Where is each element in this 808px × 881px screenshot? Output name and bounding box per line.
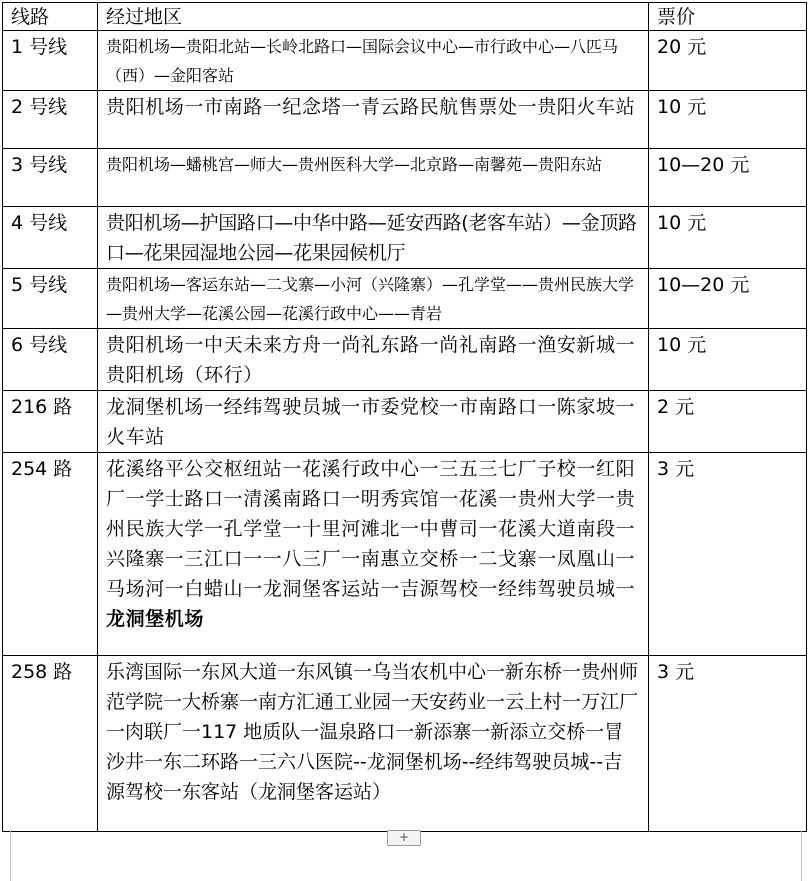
route-fare: 10 元: [649, 207, 807, 269]
route-name: 4 号线: [3, 207, 98, 269]
route-fare: 3 元: [649, 656, 807, 832]
route-name: 254 路: [3, 453, 98, 656]
table-row: [3, 207, 807, 269]
table-header-row: [3, 3, 807, 31]
route-stops: 贵阳机场一市南路一纪念塔一青云路民航售票处一贵阳火车站: [98, 91, 649, 149]
route-fare: 10 元: [649, 91, 807, 149]
expand-button[interactable]: +: [387, 830, 421, 846]
route-fare: 20 元: [649, 31, 807, 91]
route-fare: 10—20 元: [649, 269, 807, 329]
table-row: [3, 31, 807, 91]
route-name: 258 路: [3, 656, 98, 832]
header-route: 线路: [3, 3, 98, 31]
route-fare: 3 元: [649, 453, 807, 656]
route-stops: [98, 453, 649, 656]
table-row: [3, 329, 807, 391]
route-stops: 贵阳机场—护国路口—中华中路—延安西路(老客车站）—金顶路口—花果园湿地公园—花果园候机厅: [98, 207, 649, 269]
header-fare: 票价: [649, 3, 807, 31]
table-row: [3, 656, 807, 832]
table-row: [3, 269, 807, 329]
table-row: [3, 453, 807, 656]
route-fare: 2 元: [649, 391, 807, 453]
route-stops-terminal: 龙洞堡机场: [106, 608, 205, 630]
table-row: [3, 149, 807, 207]
route-stops: 龙洞堡机场一经纬驾驶员城一市委党校一市南路口一陈家坡一火车站: [98, 391, 649, 453]
route-name: 6 号线: [3, 329, 98, 391]
table-row: [3, 391, 807, 453]
route-stops: 贵阳机场—贵阳北站—长岭北路口—国际会议中心—市行政中心—八匹马（西）—金阳客站: [98, 31, 649, 91]
route-name: 2 号线: [3, 91, 98, 149]
route-name: 1 号线: [3, 31, 98, 91]
route-name: 216 路: [3, 391, 98, 453]
route-stops: 乐湾国际一东风大道一东风镇一乌当农机中心一新东桥一贵州师范学院一大桥寨一南方汇通工业园一天安药业一云上村一万江厂一肉联厂一117 地质队一温泉路口一新添寨一新添立交桥一冒沙井一东二环路一三六八医院--龙洞堡机场--经纬驾驶员城--吉源驾校一东客站（龙洞堡客运站）: [98, 656, 649, 832]
table-row: [3, 91, 807, 149]
route-name: 5 号线: [3, 269, 98, 329]
route-fare: 10 元: [649, 329, 807, 391]
route-name: 3 号线: [3, 149, 98, 207]
bus-route-table: [2, 2, 807, 832]
route-stops: 贵阳机场一中天未来方舟一尚礼东路一尚礼南路一渔安新城一贵阳机场（环行）: [98, 329, 649, 391]
route-stops-text: 花溪络平公交枢纽站一花溪行政中心一三五三七厂子校一红阳厂一学士路口一清溪南路口一明秀宾馆一花溪一贵州大学一贵州民族大学一孔学堂一十里河滩北一中曹司一花溪大道南段一兴隆寨一三江口一一八三厂一南惠立交桥一二戈寨一凤凰山一马场河一白蜡山一龙洞堡客运站一吉源驾校一经纬驾驶员城一: [106, 458, 636, 600]
route-stops: 贵阳机场—客运东站—二戈寨—小河（兴隆寨）—孔学堂——贵州民族大学—贵州大学—花溪公园—花溪行政中心——青岩: [98, 269, 649, 329]
route-fare: 10—20 元: [649, 149, 807, 207]
header-stops: 经过地区: [98, 3, 649, 31]
route-stops: 贵阳机场—蟠桃宫—师大—贵州医科大学—北京路—南馨苑—贵阳东站: [98, 149, 649, 207]
